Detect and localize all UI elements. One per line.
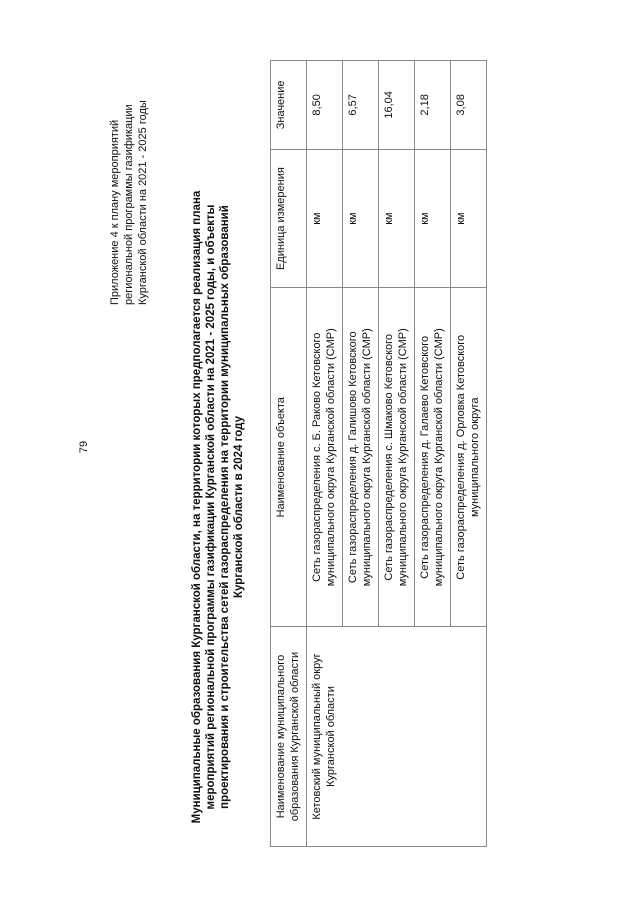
object-cell: Сеть газораспределения с. Б. Раково Кетовского муниципального округа Курганской области (СМР)	[307, 288, 343, 627]
unit-cell: км	[307, 149, 343, 288]
table-header-row	[271, 61, 307, 847]
header-value: Значение	[271, 61, 307, 150]
header-object: Наименование объекта	[271, 288, 307, 627]
header-unit: Единица измерения	[271, 149, 307, 288]
page-number: 79	[78, 440, 90, 454]
object-cell: Сеть газораспределения д. Галаево Кетовского муниципального округа Курганской области (СМР)	[415, 288, 451, 627]
value-cell: 16,04	[379, 61, 415, 150]
unit-cell: км	[379, 149, 415, 288]
value-cell: 6,57	[343, 61, 379, 150]
value-cell: 8,50	[307, 61, 343, 150]
table-row	[307, 61, 343, 847]
unit-cell: км	[451, 149, 487, 288]
title-line-1: Муниципальные образования Курганской области, на территории которых предполагается реализация плана	[191, 190, 203, 824]
appendix-note	[108, 5, 150, 305]
value-cell: 3,08	[451, 61, 487, 150]
municipality-cell: Кетовский муниципальный округ Курганской области	[307, 627, 487, 847]
document-title	[190, 117, 246, 897]
title-line-3: проектирования и строительства сетей газораспределения на территории муниципальных образований	[219, 205, 231, 809]
object-cell: Сеть газораспределения д. Галишово Кетовского муниципального округа Курганской области (СМР)	[343, 288, 379, 627]
unit-cell: км	[343, 149, 379, 288]
title-line-2: мероприятий региональной программы газификации Курганской области на 2021 - 2025 годы, и объекты	[205, 204, 217, 810]
header-municipality: Наименование муниципального образования Курганской области	[271, 627, 307, 847]
object-cell: Сеть газораспределения д. Орловка Кетовского муниципального округа	[451, 288, 487, 627]
appendix-line-2: региональной программы газификации	[123, 104, 135, 305]
object-cell: Сеть газораспределения с. Шмаково Кетовского муниципального округа Курганской области (СМР)	[379, 288, 415, 627]
title-line-4: Курганской области в 2024 году	[233, 416, 245, 598]
value-cell: 2,18	[415, 61, 451, 150]
unit-cell: км	[415, 149, 451, 288]
objects-table	[270, 60, 487, 847]
appendix-line-1: Приложение 4 к плану мероприятий	[109, 119, 121, 305]
appendix-line-3: Курганской области на 2021 - 2025 годы	[137, 100, 149, 305]
